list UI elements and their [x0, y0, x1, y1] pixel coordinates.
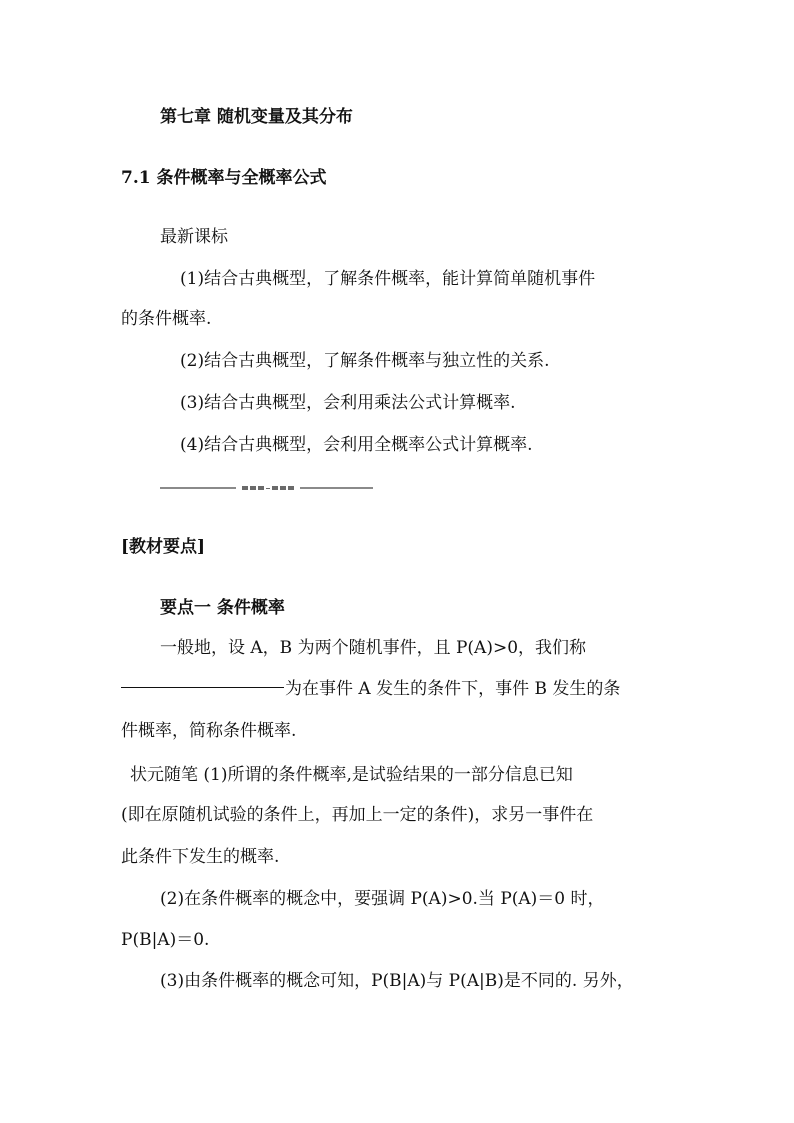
- section-title: 7.1 条件概率与全概率公式: [121, 168, 327, 188]
- section-divider: [160, 483, 373, 493]
- note-2-line-2: P(B|A)＝0.: [121, 930, 210, 950]
- standard-item-2: (2)结合古典概型，了解条件概率与独立性的关系.: [180, 351, 550, 371]
- standard-item-3: (3)结合古典概型，会利用乘法公式计算概率.: [180, 393, 516, 413]
- standard-item-4: (4)结合古典概型，会利用全概率公式计算概率.: [180, 435, 533, 455]
- chapter-title: 第七章 随机变量及其分布: [160, 107, 353, 127]
- note-1-line-1: 状元随笔 (1)所谓的条件概率,是试验结果的一部分信息已知: [130, 765, 573, 785]
- note-1-line-2: (即在原随机试验的条件上，再加上一定的条件)，求另一事件在: [121, 805, 594, 825]
- key-points-heading: [教材要点]: [121, 537, 206, 557]
- key-point-1-line-3: 件概率，简称条件概率.: [121, 721, 297, 741]
- standard-item-1-line-2: 的条件概率.: [121, 309, 212, 329]
- key-point-1-title: 要点一 条件概率: [160, 598, 285, 618]
- standards-heading: 最新课标: [160, 227, 228, 247]
- note-1-line-3: 此条件下发生的概率.: [121, 847, 280, 867]
- key-point-1-line-2: 为在事件 A 发生的条件下，事件 B 发生的条: [285, 679, 621, 699]
- key-point-1-line-1: 一般地，设 A，B 为两个随机事件，且 P(A)>0，我们称: [160, 638, 587, 658]
- divider-ornament-icon: [236, 483, 300, 493]
- note-3-line-1: (3)由条件概率的概念可知，P(B|A)与 P(A|B)是不同的. 另外，: [160, 971, 634, 991]
- fill-in-blank: [121, 687, 284, 688]
- note-2-line-1: (2)在条件概率的概念中，要强调 P(A)>0.当 P(A)＝0 时，: [160, 889, 605, 909]
- standard-item-1-line-1: (1)结合古典概型，了解条件概率，能计算简单随机事件: [180, 269, 596, 289]
